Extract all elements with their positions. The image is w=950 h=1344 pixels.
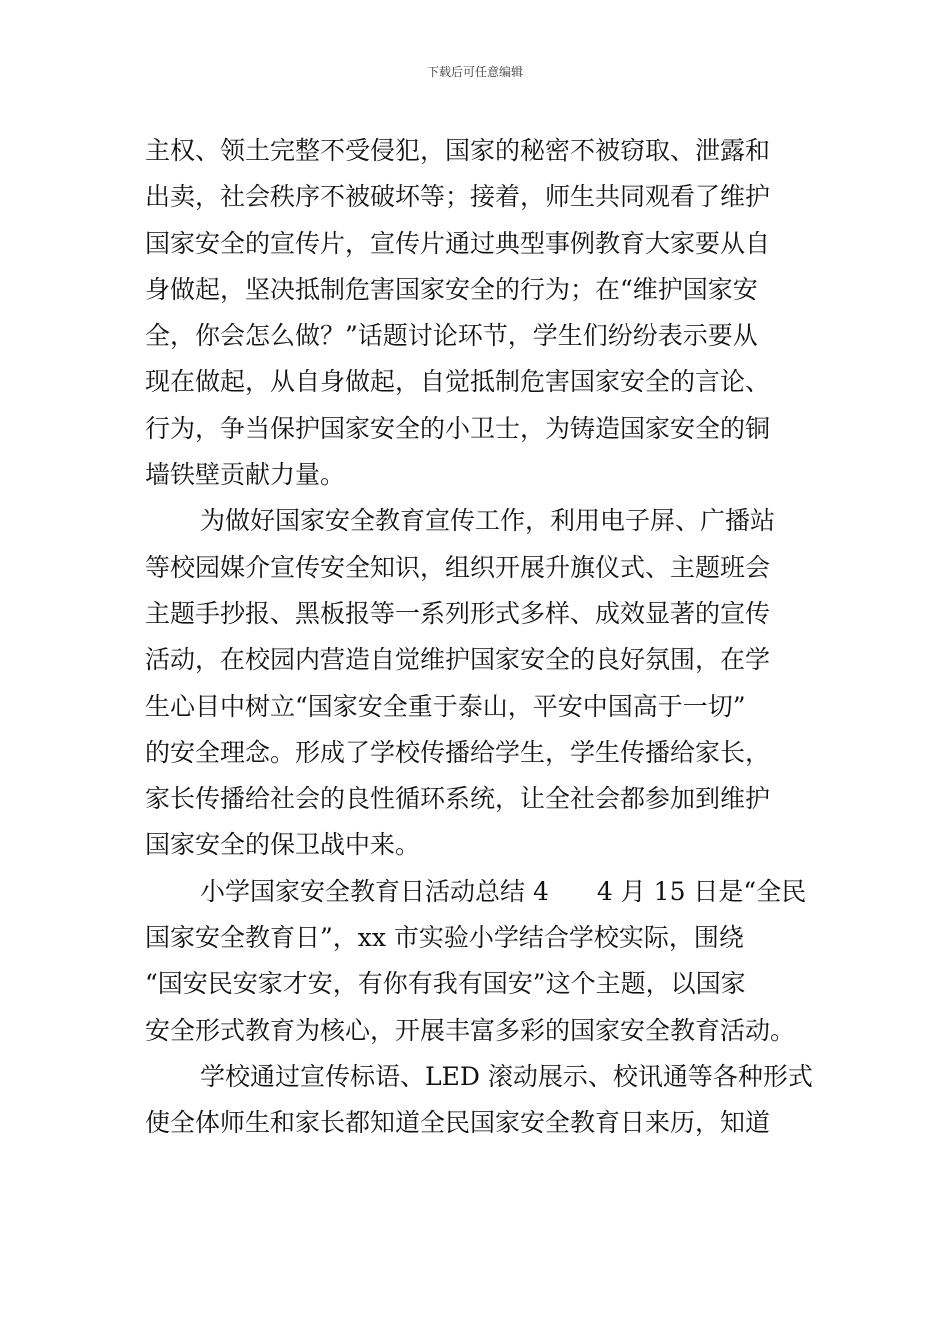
text-line: 主题手抄报、黑板报等一系列形式多样、成效显著的宣传 — [145, 598, 771, 628]
text-line: 活动，在校园内营造自觉维护国家安全的良好氛围，在学 — [145, 645, 771, 675]
text-line: 墙铁壁贡献力量。 — [145, 460, 346, 490]
text-line: 为做好国家安全教育宣传工作，利用电子屏、广播站 — [200, 506, 776, 536]
text-line: 出卖，社会秩序不被破坏等；接着，师生共同观看了维护 — [145, 182, 771, 212]
text-line: “国安民安家才安，有你有我有国安”这个主题，以国家 — [145, 969, 746, 999]
paragraph-1 — [145, 128, 810, 498]
text-line: 国家安全的宣传片，宣传片通过典型事例教育大家要从自 — [145, 228, 771, 258]
text-line: 全，你会怎么做？”话题讨论环节，学生们纷纷表示要从 — [145, 321, 758, 351]
text-line: 等校园媒介宣传安全知识，组织开展升旗仪式、主题班会 — [145, 552, 771, 582]
text-line: 生心目中树立“国家安全重于泰山，平安中国高于一切” — [145, 691, 746, 721]
paragraph-3 — [145, 869, 810, 1054]
text-line: 家长传播给社会的良性循环系统，让全社会都参加到维护 — [145, 784, 771, 814]
text-line: 的安全理念。形成了学校传播给学生，学生传播给家长， — [145, 737, 771, 767]
paragraph-4 — [145, 1054, 813, 1147]
text-line: 国家安全教育日”，xx 市实验小学结合学校实际，围绕 — [145, 923, 744, 953]
document-body — [145, 128, 813, 1147]
text-run: 4 月 15 日是“全民 — [596, 876, 807, 906]
text-line — [145, 869, 810, 915]
paragraph-2 — [145, 498, 810, 868]
text-line: 身做起，坚决抵制危害国家安全的行为；在“维护国家安 — [145, 274, 758, 304]
text-line: 现在做起，从自身做起，自觉抵制危害国家安全的言论、 — [145, 367, 771, 397]
text-line: 使全体师生和家长都知道全民国家安全教育日来历，知道 — [145, 1108, 771, 1138]
text-line: 国家安全的保卫战中来。 — [145, 830, 421, 860]
text-line: 行为，争当保护国家安全的小卫士，为铸造国家安全的铜 — [145, 413, 771, 443]
page-header: 下载后可任意编辑 — [426, 65, 523, 79]
text-line: 学校通过宣传标语、LED 滚动展示、校讯通等各种形式 — [200, 1061, 813, 1091]
text-line: 主权、领土完整不受侵犯，国家的秘密不被窃取、泄露和 — [145, 136, 771, 165]
text-line: 安全形式教育为核心，开展丰富多彩的国家安全教育活动。 — [145, 1015, 796, 1045]
section-heading: 小学国家安全教育日活动总结 4 — [200, 876, 549, 906]
